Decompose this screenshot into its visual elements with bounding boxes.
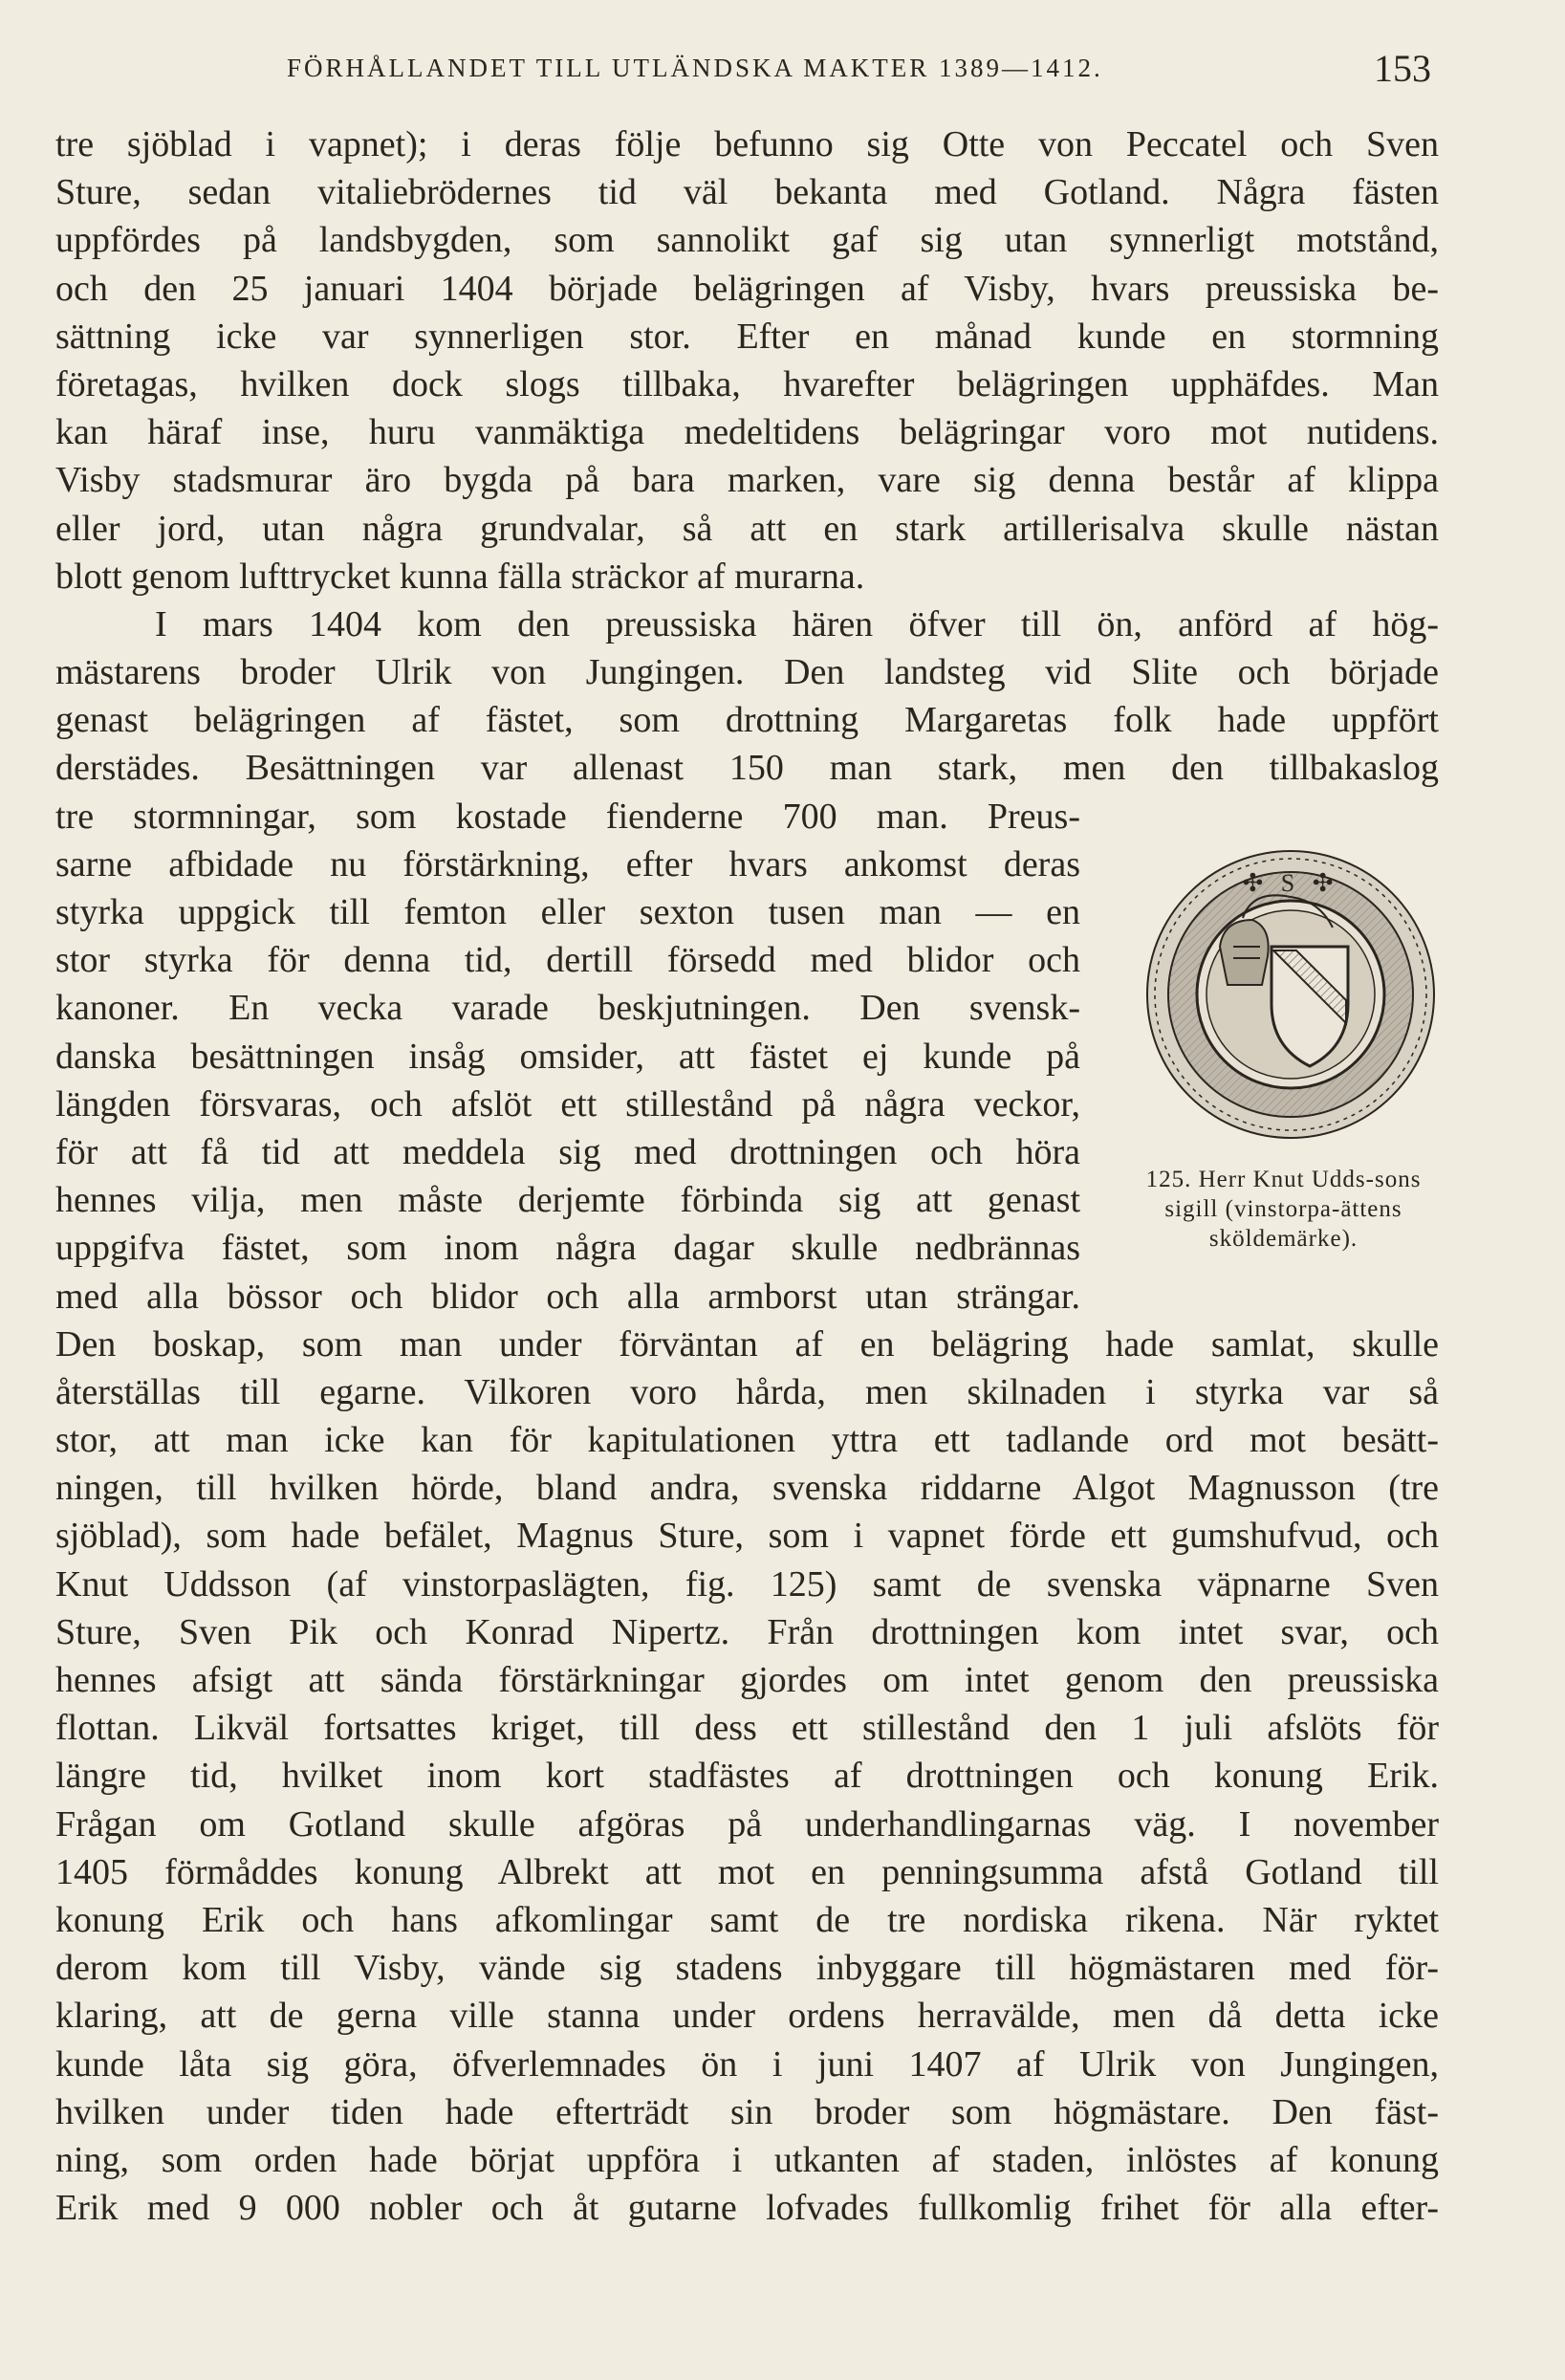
text-line: ningen, till hvilken hörde, bland andra, svenska riddarne Algot Magnusson (tre [55,1468,1439,1509]
text-line: klaring, att de gerna ville stanna under ordens herravälde, men då detta icke [55,1996,1439,2037]
text-line: uppgifva fästet, som inom några dagar skulle nedbrännas [55,1228,1080,1269]
seal-figure [1128,832,1453,1157]
text-line: kunde låta sig göra, öfverlemnades ön i juni 1407 af Ulrik von Jungingen, [55,2043,1439,2085]
text-line: derom kom till Visby, vände sig stadens inbyggare till högmästaren med för- [55,1948,1439,1989]
text-line: blott genom lufttrycket kunna fälla sträckor af murarna. [55,556,865,597]
text-line: kanoner. En vecka varade beskjutningen. Den svensk- [55,988,1080,1029]
text-line: tre stormningar, som kostade fienderne 700 man. Preus- [55,796,1080,837]
svg-text:✣ S ✣: ✣ S ✣ [1242,869,1339,897]
text-line: med alla bössor och blidor och alla armborst utan strängar. [55,1276,1080,1317]
text-line: sjöblad), som hade befälet, Magnus Sture, som i vapnet förde ett gumshufvud, och [55,1516,1439,1557]
text-line: flottan. Likväl fortsattes kriget, till dess ett stillestånd den 1 juli afslöts för [55,1708,1439,1749]
text-line: derstädes. Besättningen var allenast 150 man stark, men den tillbakaslog [55,748,1439,789]
text-line: Erik med 9 000 nobler och åt gutarne lofvades fullkomlig frihet för alla efter- [55,2188,1439,2229]
page-number: 153 [1374,47,1431,90]
text-line: hennes vilja, men måste derjemte förbinda sig att genast [55,1180,1080,1221]
text-line: mästarens broder Ulrik von Jungingen. Den landsteg vid Slite och började [55,652,1439,693]
text-line: Knut Uddsson (af vinstorpaslägten, fig. 125) samt de svenska väpnarne Sven [55,1563,1439,1605]
text-line: styrka uppgick till femton eller sexton tusen man — en [55,892,1080,932]
figure-caption: 125. Herr Knut Udds-sons sigill (vinstorpa-ättens sköldemärke). [1145,1167,1422,1252]
text-line: Sture, sedan vitaliebrödernes tid väl bekanta med Gotland. Några fästen [55,172,1439,213]
text-line: eller jord, utan några grundvalar, så att en stark artillerisalva skulle nästan [55,508,1439,549]
text-line: hennes afsigt att sända förstärkningar gjordes om intet genom den preussiska [55,1660,1439,1700]
text-line: och den 25 januari 1404 började belägringen af Visby, hvars preussiska be- [55,268,1439,309]
text-line: Frågan om Gotland skulle afgöras på underhandlingarnas väg. I november [55,1803,1439,1845]
text-line: hvilken under tiden hade efterträdt sin broder som högmästare. Den fäst- [55,2091,1439,2132]
text-line: stor styrka för denna tid, dertill försedd med blidor och [55,940,1080,981]
text-line: sättning icke var synnerligen stor. Efter en månad kunde en stormning [55,316,1439,357]
text-line: konung Erik och hans afkomlingar samt de tre nordiska rikena. När ryktet [55,1899,1439,1940]
running-title: FÖRHÅLLANDET TILL UTLÄNDSKA MAKTER 1389—1412. [287,54,1103,82]
text-line: kan häraf inse, huru vanmäktiga medeltidens belägringar voro mot nutidens. [55,412,1439,453]
text-line: uppfördes på landsbygden, som sannolikt gaf sig utan synnerligt motstånd, [55,220,1439,261]
text-line: stor, att man icke kan för kapitulationen yttra ett tadlande ord mot besätt- [55,1420,1439,1461]
text-line: genast belägringen af fästet, som drottning Margaretas folk hade uppfört [55,700,1439,741]
seal-illustration [1128,832,1453,1157]
text-line: I mars 1404 kom den preussiska hären öfver till ön, anförd af hög- [155,603,1439,644]
text-line: längden försvaras, och afslöt ett stillestånd på några veckor, [55,1083,1080,1124]
text-line: danska besättningen insåg omsider, att fästet ej kunde på [55,1036,1080,1077]
text-line: sarne afbidade nu förstärkning, efter hvars ankomst deras [55,843,1080,884]
text-line: 1405 förmåddes konung Albrekt att mot en penningsumma afstå Gotland till [55,1851,1439,1892]
text-line: företagas, hvilken dock slogs tillbaka, hvarefter belägringen upphäfdes. Man [55,363,1439,404]
text-line: längre tid, hvilket inom kort stadfästes af drottningen och konung Erik. [55,1756,1439,1797]
text-line: Den boskap, som man under förväntan af en belägring hade samlat, skulle [55,1323,1439,1365]
text-line: Sture, Sven Pik och Konrad Nipertz. Från drottningen kom intet svar, och [55,1611,1439,1652]
text-line: Visby stadsmurar äro bygda på bara marken, vare sig denna består af klippa [55,460,1439,501]
text-line: för att få tid att meddela sig med drottningen och höra [55,1131,1080,1172]
text-line: ning, som orden hade börjat uppföra i utkanten af staden, inlöstes af konung [55,2139,1439,2180]
text-line: tre sjöblad i vapnet); i deras följe befunno sig Otte von Peccatel och Sven [55,124,1439,164]
page-header [0,46,1565,94]
text-line: återställas till egarne. Vilkoren voro hårda, men skilnaden i styrka var så [55,1371,1439,1412]
